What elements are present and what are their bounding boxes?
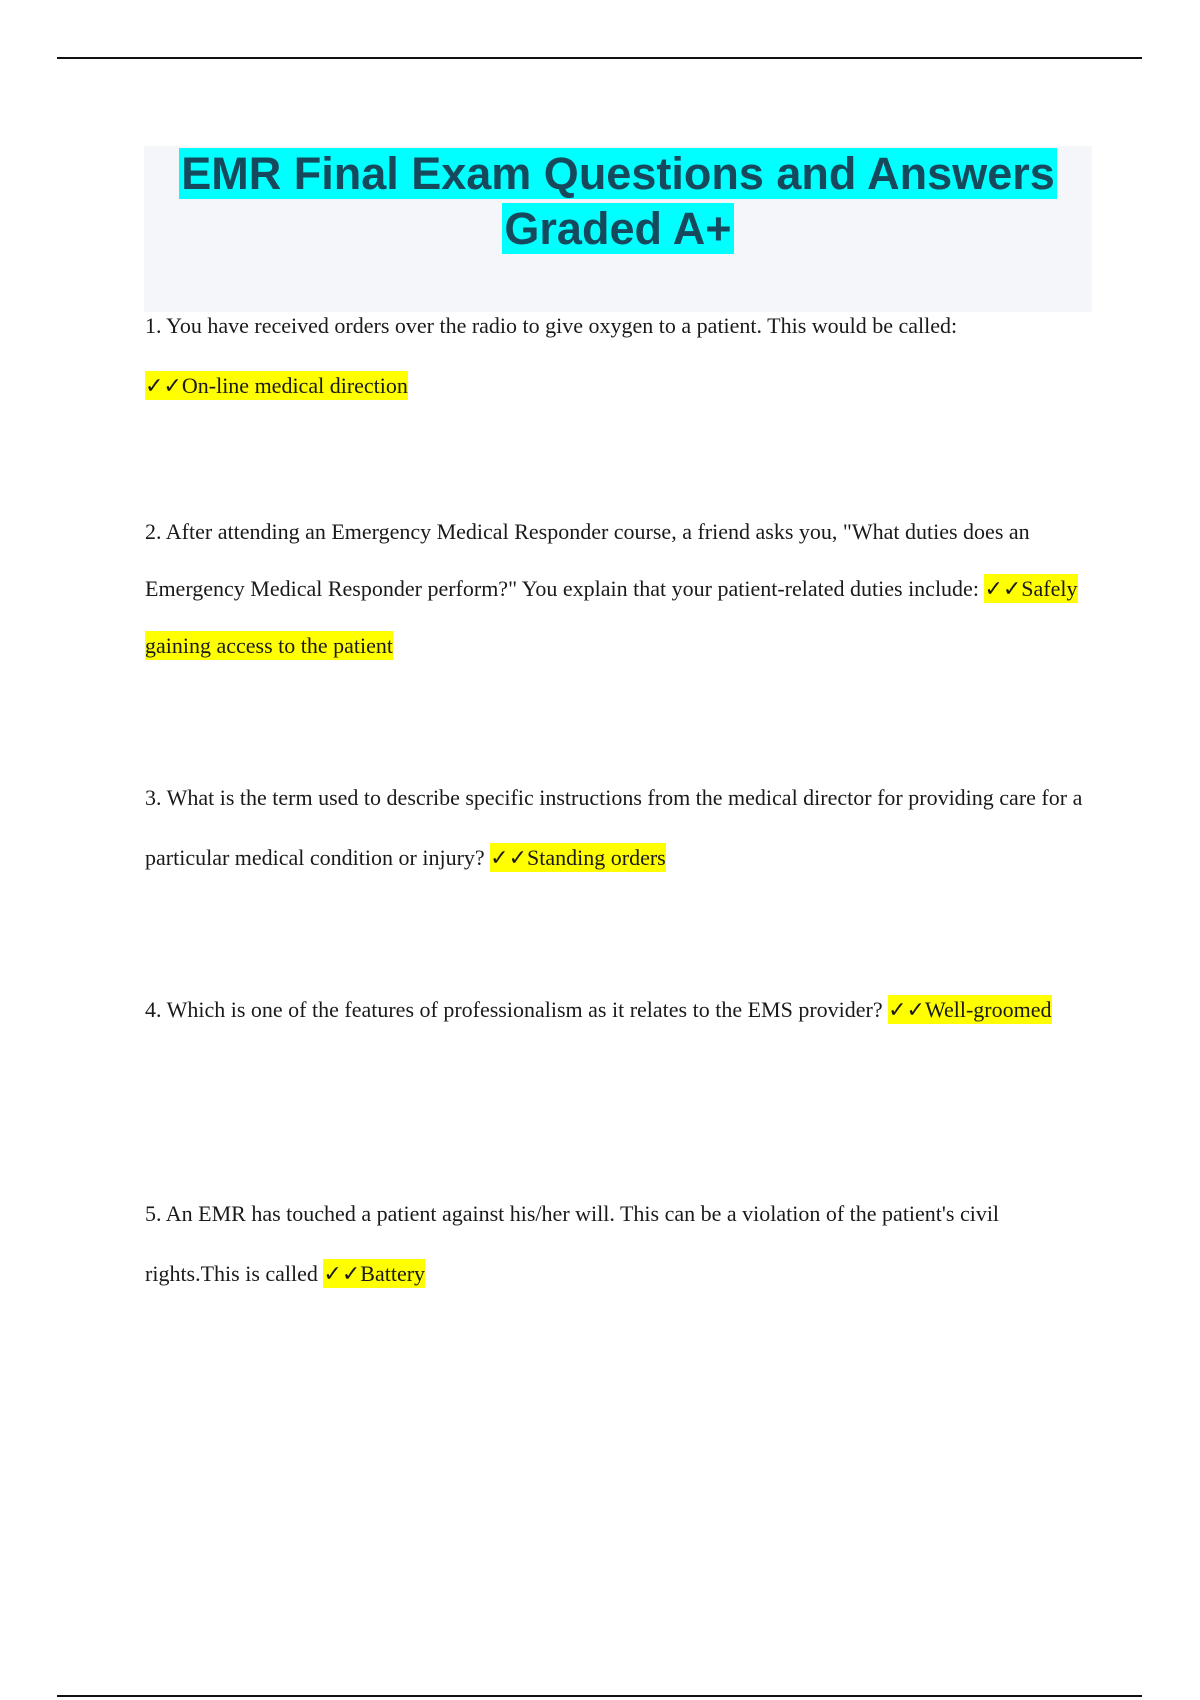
question-text: 3. What is the term used to describe specific instructions from the medical director for providing care for a particular medical condition or injury? <box>145 785 1083 870</box>
question-text: 1. You have received orders over the radio to give oxygen to a patient. This would be called: <box>145 313 958 338</box>
question-text: 2. After attending an Emergency Medical Responder course, a friend asks you, "What duties does an Emergency Medical Responder perform?" You explain that your patient-related duties include: <box>145 519 1030 601</box>
question-item-5 <box>145 1184 1090 1304</box>
question-item-2 <box>145 503 1090 674</box>
title-line-1: EMR Final Exam Questions and Answers <box>181 148 1055 199</box>
header-rule <box>57 57 1142 59</box>
answer-highlight: ✓✓Standing orders <box>490 845 666 870</box>
title-line-2: Graded A+ <box>504 203 732 254</box>
title-block <box>144 146 1092 312</box>
answer-highlight: ✓✓On-line medical direction <box>145 373 408 398</box>
question-text: 5. An EMR has touched a patient against his/her will. This can be a violation of the patient's civil rights.This is called <box>145 1201 1000 1286</box>
answer-highlight: ✓✓Well-groomed <box>888 997 1052 1022</box>
question-item-1 <box>145 296 1090 416</box>
question-text: 4. Which is one of the features of professionalism as it relates to the EMS provider? <box>145 997 889 1022</box>
answer-highlight: ✓✓Battery <box>323 1261 426 1286</box>
question-item-4 <box>145 980 1090 1040</box>
footer-rule <box>57 1695 1142 1697</box>
answer-highlight: ✓✓Safely gaining access to the patient <box>145 576 1078 658</box>
page-title <box>144 146 1092 256</box>
question-item-3 <box>145 768 1090 888</box>
